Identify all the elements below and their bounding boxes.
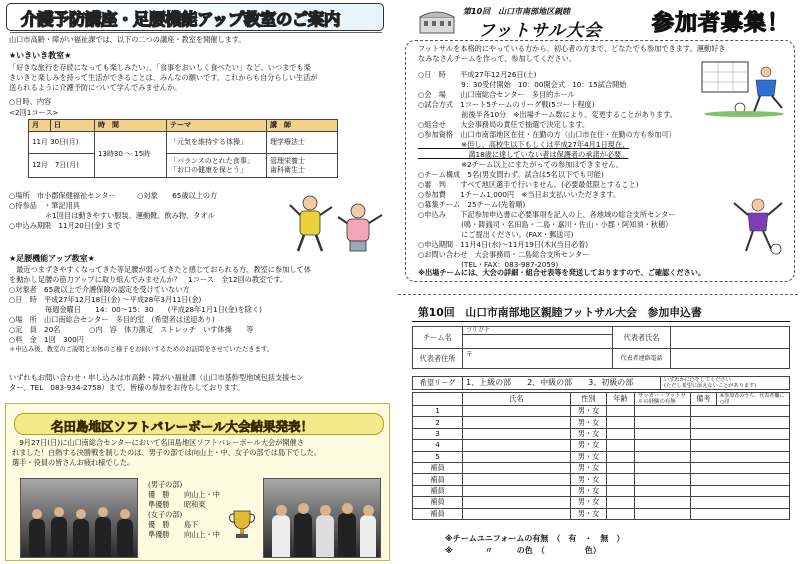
course-row: [29, 132, 338, 154]
notes-field[interactable]: [691, 406, 790, 417]
ashikoshi-line: ○日 時 平成27年12月18日(金) ～平成28年3月11日(金): [9, 295, 202, 304]
rep-name-label: 代表者氏名: [613, 327, 671, 349]
course-time: 13時30 ～ 15時: [95, 132, 167, 178]
furigana-label: フリガナ: [463, 327, 613, 335]
notes-field[interactable]: [691, 440, 790, 451]
age-field[interactable]: [607, 428, 635, 439]
experience-field[interactable]: [635, 474, 691, 485]
col-notes: 備考: [691, 393, 717, 406]
experience-field[interactable]: [635, 417, 691, 428]
course-label: <2回1コース>: [9, 108, 59, 117]
experience-field[interactable]: [635, 406, 691, 417]
gender-field[interactable]: 男・女: [571, 474, 607, 485]
ikiiki-line: 「好きな旅行を存続になっても楽しみたい」、「食事をおいしく食べたい」など、いつまでも楽: [9, 63, 311, 72]
contact-line: ター、TEL 083-934-2758）まで。皆様の参加をお待ちしております。: [9, 383, 245, 392]
member-number: 2: [413, 417, 463, 428]
col-theme: テーマ: [167, 120, 267, 132]
info-line: ※但し、高校生以下もしくは平成27年4月1日現在、: [418, 140, 630, 149]
notes-field[interactable]: [691, 497, 790, 508]
member-row: [413, 440, 790, 451]
gender-field[interactable]: 男・女: [571, 406, 607, 417]
rep-address-label: 代表者住所: [413, 349, 463, 369]
experience-field[interactable]: [635, 462, 691, 473]
futsal-notice: ※出場チームには、大会の詳細・組合せ表等を発送しておりますので、ご確認ください。: [418, 268, 706, 277]
member-name-field[interactable]: [463, 497, 571, 508]
exercise-illustration: [288, 191, 386, 253]
col-lecturer: 講 師: [267, 120, 338, 132]
detail-line: ○場所 市小郡保健福祉センター ○対象 65歳以上の方: [9, 191, 218, 200]
uniform-line-2: ※ 〃 の色 （ 色）: [445, 546, 601, 555]
gender-field[interactable]: 男・女: [571, 417, 607, 428]
course-theme: 「バランスのとれた食事」 「お口の健康を保とう」: [167, 154, 267, 178]
goalkeeper-illustration: [728, 195, 788, 259]
notes-field[interactable]: [691, 417, 790, 428]
info-line: ○審 判 すべて地区選手で行いません。(必要最低限とすること): [418, 180, 639, 189]
volleyball-body: [12, 438, 321, 468]
ikiiki-heading: ★いきいき教室★: [9, 51, 72, 60]
info-line: ○申込み 下記参加申込書に必要事項を記入の上、各地域の総合支所センター: [418, 210, 676, 219]
futsal-title: フットサル大会: [478, 21, 602, 41]
member-number: 補員: [413, 474, 463, 485]
info-line: (TEL・FAX：083-987-2059): [418, 260, 559, 269]
futsal-intro-line: なみなさんチームを作って、参加してください。: [418, 54, 576, 63]
member-row: [413, 474, 790, 485]
info-line: にご提出ください。(FAX・郵送可): [418, 230, 574, 239]
dates-label: ○日時、内容: [9, 97, 52, 106]
volleyball-line: 選手・役員の皆さんお疲れ様でした。: [12, 458, 135, 467]
detail-line: ＊1回目は動きやすい服装、運動靴、飲み物、タオル: [9, 211, 215, 220]
result-line: 優 勝 島下: [148, 520, 199, 529]
member-number: 補員: [413, 485, 463, 496]
member-row: [413, 428, 790, 439]
futsal-details: [418, 70, 677, 270]
team-row: [413, 327, 790, 335]
result-line: 優 勝 向山上・中: [148, 490, 220, 499]
notes-field[interactable]: [691, 428, 790, 439]
age-field[interactable]: [607, 440, 635, 451]
address-row: [413, 349, 790, 369]
futsal-intro: [418, 44, 725, 64]
member-name-field[interactable]: [463, 474, 571, 485]
course-table-header: [29, 120, 338, 132]
info-line: ○お問い合わせ 大会事務局・二島総合支所センター: [418, 250, 590, 259]
ashikoshi-line: 毎週金曜日 14：00～15：30 (平成28年1月1日(金)を除く): [9, 305, 262, 314]
ashikoshi-body: [9, 265, 311, 355]
result-line: (女子の部): [148, 510, 183, 519]
col-age: 年齢: [607, 393, 635, 406]
league-row: [413, 377, 790, 390]
experience-field[interactable]: [635, 485, 691, 496]
notes-field[interactable]: [691, 474, 790, 485]
notes-hint: ※参加者のうち、代表者欄に○印: [717, 393, 790, 406]
gender-field[interactable]: 男・女: [571, 462, 607, 473]
ashikoshi-line: ○定 員 20名 ○内 容 体力測定 ストレッチ いす体操 等: [9, 325, 254, 334]
cut-line: [398, 294, 798, 295]
ikiiki-body: [9, 63, 318, 93]
postal-field[interactable]: 〒: [463, 349, 613, 369]
age-field[interactable]: [607, 474, 635, 485]
member-row: [413, 462, 790, 473]
member-row: [413, 451, 790, 462]
info-line: ○募集チーム 25チーム(先着順): [418, 200, 526, 209]
member-name-field[interactable]: [463, 508, 571, 519]
member-name-field[interactable]: [463, 406, 571, 417]
rep-phone-field[interactable]: [671, 349, 790, 369]
ikiiki-line: 送られるように介護予防について学んでみませんか。: [9, 83, 182, 92]
recruit-title: 参加者募集！: [652, 11, 791, 36]
result-line: (男子の部): [148, 480, 183, 489]
age-field[interactable]: [607, 485, 635, 496]
form-title-underline: [412, 321, 790, 322]
col-gender: 性別: [571, 393, 607, 406]
team-name-field[interactable]: [463, 335, 613, 349]
age-field[interactable]: [607, 508, 635, 519]
gender-field[interactable]: 男・女: [571, 497, 607, 508]
rep-name-field[interactable]: [671, 327, 790, 349]
member-name-field[interactable]: [463, 440, 571, 451]
course-lecturer: 理学療法士: [267, 132, 338, 154]
info-line: ○組合せ 大会事務局の責任で抽選で決定します。: [418, 120, 590, 129]
col-name: 氏名: [463, 393, 571, 406]
course-date: 12月 7日(月): [29, 154, 95, 178]
age-field[interactable]: [607, 462, 635, 473]
member-name-field[interactable]: [463, 451, 571, 462]
info-line: ○チーム構成 5名(男女問わず。試合は5名以下でも可能): [418, 170, 604, 179]
age-field[interactable]: [607, 417, 635, 428]
ashikoshi-line: ○場 所 山口南総合センター 多目的室 (希望者は送迎あり): [9, 315, 215, 324]
info-line: ○参加資格 山口市南部地区在住・在勤の方（山口市在住・在勤の方も参加可）: [418, 130, 676, 139]
member-name-field[interactable]: [463, 428, 571, 439]
member-name-field[interactable]: [463, 485, 571, 496]
course-table: [28, 119, 338, 178]
info-line: ○参加費 1チーム1,000円 ※当日お支払いいただきます。: [418, 190, 621, 199]
notes-field[interactable]: [691, 485, 790, 496]
member-row: [413, 485, 790, 496]
womens-team-photo: [263, 478, 381, 558]
notes-field[interactable]: [691, 508, 790, 519]
result-line: 準優勝 向山上・中: [148, 530, 220, 539]
course-row: [29, 154, 338, 178]
member-number: 補員: [413, 462, 463, 473]
ashikoshi-line: を動かし足腰の筋力アップに取り組んでみませんか？ 1コース 全12回の教室です。: [9, 275, 288, 284]
volleyball-banner: [14, 413, 384, 435]
course-date: 11月 30日(月): [29, 132, 95, 154]
ashikoshi-line: ＊申込み後、教室のご説明とお体のご様子をお伺いするためのお訪問をさせていただきます。: [9, 346, 273, 353]
ashikoshi-line: ○対象者 65歳以上で介護保険の認定を受けていない方: [9, 285, 190, 294]
member-header: [413, 393, 790, 406]
left-title: 介護予防講座・足腰機能アップ教室のご案内: [21, 10, 340, 29]
experience-field[interactable]: [635, 451, 691, 462]
col-time: 時 間: [95, 120, 167, 132]
ikiiki-details: [9, 191, 217, 231]
member-number: 補員: [413, 497, 463, 508]
col-day: 日: [51, 120, 95, 132]
member-row: [413, 417, 790, 428]
team-name-label: チーム名: [413, 327, 463, 349]
experience-field[interactable]: [635, 508, 691, 519]
member-name-field[interactable]: [463, 462, 571, 473]
member-number: 1: [413, 406, 463, 417]
left-title-banner: [6, 3, 384, 31]
notes-field[interactable]: [691, 462, 790, 473]
detail-line: ○申込み期限 11月20日(金) まで: [9, 221, 121, 230]
member-row: [413, 508, 790, 519]
member-row: [413, 497, 790, 508]
contact-block: [9, 373, 304, 393]
member-row: [413, 406, 790, 417]
member-number: 4: [413, 440, 463, 451]
gender-field[interactable]: 男・女: [571, 428, 607, 439]
form-title: 第10回 山口市南部地区親睦フットサル大会 参加申込書: [418, 306, 702, 319]
application-form: [412, 326, 790, 369]
result-line: 準優勝 昭和東: [148, 500, 206, 509]
league-table: [412, 376, 790, 390]
volleyball-results: [148, 480, 220, 540]
experience-field[interactable]: [635, 440, 691, 451]
col-experience: サッカー・フットサルの経験の有無: [635, 393, 691, 406]
info-line: 前後半各10分 ※出場チーム数により、変更することがあります。: [418, 110, 677, 119]
futsal-intro-line: フットサルを本格的にやっている方から、初心者の方まで、どなたでも参加できます。運動好き: [418, 44, 726, 53]
info-line: 9：30受付開始 10：00開会式 10：15試合開始: [418, 80, 627, 89]
league-options[interactable]: 1、上級の部 2、中級の部 3、初級の部: [463, 377, 661, 390]
age-field[interactable]: [607, 406, 635, 417]
experience-field[interactable]: [635, 497, 691, 508]
info-line: ○試合方式 1コート5チームのリーグ戦(5コート程度): [418, 100, 595, 109]
mens-team-photo: [20, 478, 138, 558]
age-field[interactable]: [607, 451, 635, 462]
info-line: ※2チーム以上にまたがっての参加はできません。: [418, 160, 624, 169]
course-theme: 「元気を維持する体操」: [167, 132, 267, 154]
info-line: ○日 時 平成27年12月26日(土): [418, 70, 537, 79]
member-name-field[interactable]: [463, 417, 571, 428]
info-line: ○会 場 山口南総合センター 多目的ホール: [418, 90, 575, 99]
league-label: 希望リーグ: [413, 377, 463, 390]
age-field[interactable]: [607, 497, 635, 508]
member-table: [412, 392, 790, 520]
experience-field[interactable]: [635, 428, 691, 439]
futsal-subtitle: 第10回 山口市南部地区親睦: [463, 7, 571, 16]
futsal-player-illustration: [700, 58, 788, 118]
volleyball-title: 名田島地区ソフトバレーボール大会結果発表！: [51, 419, 314, 434]
volleyball-line: れました！白熱する決勝戦を制したのは、男子の部では向山上・中、女子の部では島下でした。: [12, 448, 322, 457]
trophy-icon: [228, 508, 256, 540]
member-number: 3: [413, 428, 463, 439]
rep-phone-label: 代表者連絡電話: [613, 349, 671, 369]
info-line: ○申込期間 11月4日(水)～11月19日(木)(当日必着): [418, 240, 589, 249]
col-month: 月: [29, 120, 51, 132]
gender-field[interactable]: 男・女: [571, 485, 607, 496]
info-line: (鳴・鋳銭司・名田島・二島・嘉川・佐山・小郡・阿知須・秋穂）: [418, 220, 673, 229]
building-icon: [418, 7, 456, 35]
course-lecturer: 管理栄養士 歯科衛生士: [267, 154, 338, 178]
notes-field[interactable]: [691, 451, 790, 462]
ikiiki-line: きいきと楽しみを持って生活ができることは、みんなの願いです。これからも自分らしい生活が: [9, 73, 318, 82]
detail-line: ○持参品 ・筆記用具: [9, 201, 80, 210]
contact-line: いずれもお問い合わせ・申し込みは市高齢・障がい福祉課（山口市基幹型地域包括支援セン: [9, 373, 304, 382]
volleyball-line: 9月27日(日)に山口南総合センターにおいて名田島地区ソフトバレーボール大会が開催さ: [12, 438, 304, 447]
uniform-line-1: ※チームユニフォームの有無 （ 有 ・ 無 ）: [445, 534, 625, 543]
ashikoshi-heading: ★足腰機能アップ教室★: [9, 254, 95, 263]
league-note: いずれかに○をしてください (ただし希望に添えないことがあります): [661, 377, 790, 390]
ashikoshi-line: ○料 金 1回 300円: [9, 335, 84, 344]
gender-field[interactable]: 男・女: [571, 451, 607, 462]
gender-field[interactable]: 男・女: [571, 440, 607, 451]
left-intro: 山口市高齢・障がい福祉課では、以下の二つの講座・教室を開催します。: [9, 35, 246, 44]
member-number: 5: [413, 451, 463, 462]
info-line: 満18歳に達していない者は保護者の承諾が必要。: [418, 150, 629, 159]
gender-field[interactable]: 男・女: [571, 508, 607, 519]
ashikoshi-line: 最近つまずきやすくなってきた等足腰が弱ってきたと感じておられる方、教室に参加して体: [9, 265, 311, 274]
member-number: 補員: [413, 508, 463, 519]
divider: [10, 32, 382, 33]
